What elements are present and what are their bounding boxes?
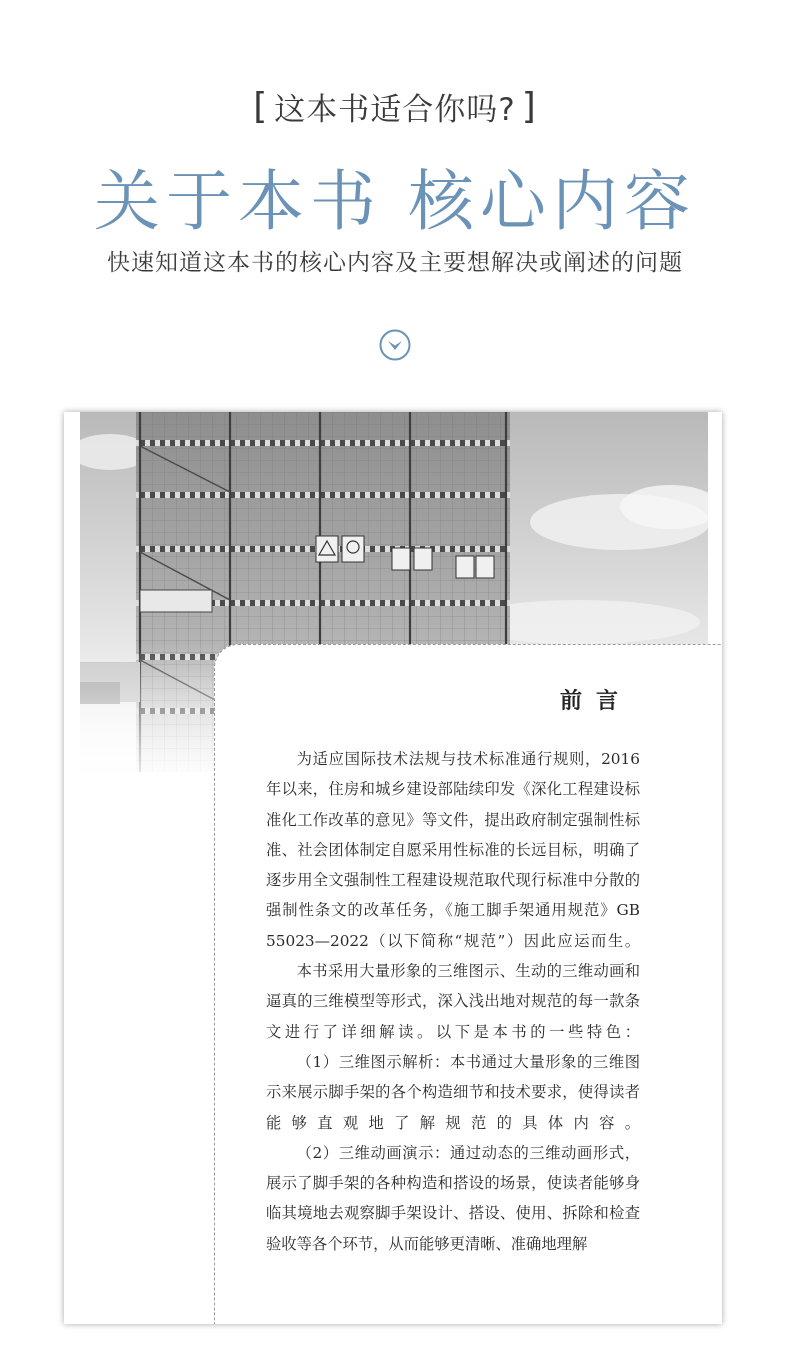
headline-part2: 核心内容: [408, 163, 696, 240]
headline: [0, 148, 790, 240]
chevron-down-circle-icon[interactable]: [379, 329, 411, 361]
paragraph: （1）三维图示解析：本书通过大量形象的三维图示来展示脚手架的各个构造细节和技术要求，使得读者能够直观地了解规范的具体内容。: [266, 1052, 640, 1132]
question-heading: [0, 84, 790, 128]
paragraph: （2）三维动画演示：通过动态的三维动画形式，展示了脚手架的各种构造和搭设的场景，使读者能够身临其境地去观察脚手架设计、搭设、使用、拆除和检查验收等各个环节，从而能够更清晰、准确地理解: [266, 1143, 640, 1253]
paragraph: 本书采用大量形象的三维图示、生动的三维动画和逼真的三维模型等形式，深入浅出地对规范的每一款条文进行了详细解读。以下是本书的一些特色：: [266, 962, 640, 1041]
preface-title: 前言: [559, 688, 632, 714]
left-bracket: [: [253, 85, 269, 127]
subtitle: 快速知道这本书的核心内容及主要想解决或阐述的问题: [107, 250, 683, 276]
paragraph: 为适应国际技术法规与技术标准通行规则，2016年以来，住房和城乡建设部陆续印发《深化工程建设标准化工作改革的意见》等文件，提出政府制定强制性标准、社会团体制定自愿采用性标准的长远目标，明确了逐步用全文强制性工程建设规范取代现行标准中分散的强制性条文的改革任务，《施工脚手架通用规范》GB 55023—2022（以下简称“规范”）因此应运而生。: [266, 750, 640, 950]
question-text: 这本书适合你吗?: [274, 91, 516, 128]
photo-fade: [80, 642, 220, 792]
right-bracket: ]: [521, 85, 537, 127]
headline-part1: 关于本书: [94, 163, 382, 240]
preface-body: [266, 744, 640, 1259]
book-page: [64, 412, 722, 1324]
